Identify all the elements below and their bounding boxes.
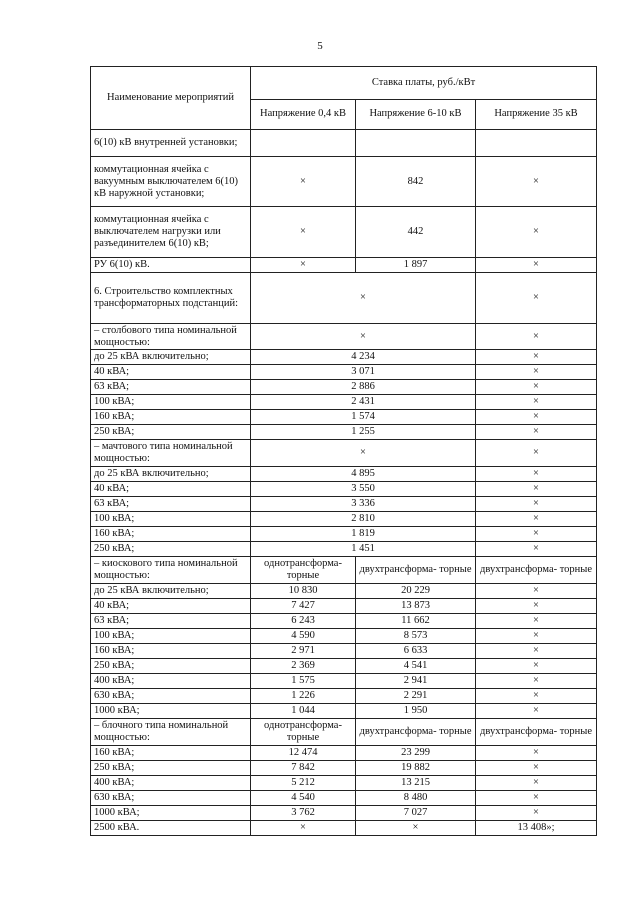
- row-name: 100 кВА;: [91, 629, 251, 644]
- rate-cell-35kv: ×: [476, 497, 597, 512]
- row-name: 400 кВА;: [91, 776, 251, 791]
- rate-cell-6-10kv: двухтрансформа- торные: [356, 719, 476, 746]
- table-row: [91, 674, 597, 689]
- rate-cell-35kv: ×: [476, 157, 597, 207]
- tariff-table: [90, 66, 597, 836]
- rate-cell-35kv: ×: [476, 746, 597, 761]
- row-name: 250 кВА;: [91, 425, 251, 440]
- rate-cell-6-10kv: 23 299: [356, 746, 476, 761]
- row-name: 1000 кВА;: [91, 704, 251, 719]
- row-name: – блочного типа номинальной мощностью:: [91, 719, 251, 746]
- table-body: [91, 130, 597, 836]
- rate-cell-6-10kv: 2 941: [356, 674, 476, 689]
- rate-cell-35kv: ×: [476, 350, 597, 365]
- rate-cell-6-10kv: двухтрансформа- торные: [356, 557, 476, 584]
- table-row: [91, 719, 597, 746]
- rate-cell-6-10kv: 6 633: [356, 644, 476, 659]
- rate-cell-0-4kv: 1 044: [251, 704, 356, 719]
- table-row: [91, 425, 597, 440]
- rate-cell-merged: 4 234: [251, 350, 476, 365]
- rate-cell-0-4kv: 3 762: [251, 806, 356, 821]
- rate-cell-35kv: двухтрансформа- торные: [476, 719, 597, 746]
- rate-cell-merged: ×: [251, 273, 476, 324]
- table-row: [91, 629, 597, 644]
- rate-cell-6-10kv: 20 229: [356, 584, 476, 599]
- column-header-voltage-35: Напряжение 35 кВ: [476, 99, 597, 129]
- rate-cell-0-4kv: однотрансформа- торные: [251, 557, 356, 584]
- row-name: 160 кВА;: [91, 746, 251, 761]
- row-name: 40 кВА;: [91, 482, 251, 497]
- row-name: – мачтового типа номинальной мощностью:: [91, 440, 251, 467]
- rate-cell-merged: 2 886: [251, 380, 476, 395]
- rate-cell-35kv: ×: [476, 689, 597, 704]
- row-name: 6(10) кВ внутренней установки;: [91, 130, 251, 157]
- rate-cell-35kv: ×: [476, 258, 597, 273]
- row-name: коммутационная ячейка с выключателем нагрузки или разъединителем 6(10) кВ;: [91, 207, 251, 258]
- table-row: [91, 746, 597, 761]
- row-name: 1000 кВА;: [91, 806, 251, 821]
- rate-cell-6-10kv: 442: [356, 207, 476, 258]
- rate-cell-0-4kv: 1 226: [251, 689, 356, 704]
- rate-cell-6-10kv: 842: [356, 157, 476, 207]
- table-row: [91, 157, 597, 207]
- table-row: [91, 527, 597, 542]
- table-row: [91, 350, 597, 365]
- rate-cell-0-4kv: ×: [251, 821, 356, 836]
- row-name: до 25 кВА включительно;: [91, 467, 251, 482]
- rate-cell-0-4kv: 12 474: [251, 746, 356, 761]
- rate-cell-35kv: ×: [476, 395, 597, 410]
- rate-cell-35kv: ×: [476, 806, 597, 821]
- rate-cell-merged: ×: [251, 440, 476, 467]
- table-row: [91, 497, 597, 512]
- table-row: [91, 512, 597, 527]
- row-name: 63 кВА;: [91, 380, 251, 395]
- table-row: [91, 806, 597, 821]
- rate-cell-6-10kv: 13 215: [356, 776, 476, 791]
- rate-cell-0-4kv: ×: [251, 258, 356, 273]
- rate-cell-6-10kv: 7 027: [356, 806, 476, 821]
- rate-cell-0-4kv: 7 427: [251, 599, 356, 614]
- row-name: 630 кВА;: [91, 791, 251, 806]
- rate-cell-merged: 3 550: [251, 482, 476, 497]
- rate-cell-0-4kv: 2 971: [251, 644, 356, 659]
- table-row: [91, 659, 597, 674]
- rate-cell-merged: 2 810: [251, 512, 476, 527]
- rate-cell-0-4kv: однотрансформа- торные: [251, 719, 356, 746]
- rate-cell-35kv: ×: [476, 629, 597, 644]
- rate-cell-0-4kv: 10 830: [251, 584, 356, 599]
- table-row: [91, 689, 597, 704]
- rate-cell-35kv: ×: [476, 440, 597, 467]
- rate-cell-6-10kv: 4 541: [356, 659, 476, 674]
- rate-cell-0-4kv: 6 243: [251, 614, 356, 629]
- row-name: 40 кВА;: [91, 365, 251, 380]
- table-row: [91, 467, 597, 482]
- table-row: [91, 130, 597, 157]
- row-name: 400 кВА;: [91, 674, 251, 689]
- rate-cell-merged: 1 574: [251, 410, 476, 425]
- rate-cell-0-4kv: ×: [251, 157, 356, 207]
- row-name: 630 кВА;: [91, 689, 251, 704]
- rate-cell-35kv: ×: [476, 425, 597, 440]
- rate-cell-6-10kv: 8 573: [356, 629, 476, 644]
- table-row: [91, 207, 597, 258]
- table-row: [91, 440, 597, 467]
- table-row: [91, 557, 597, 584]
- column-header-rate: Ставка платы, руб./кВт: [251, 67, 597, 100]
- rate-cell-merged: 1 255: [251, 425, 476, 440]
- rate-cell-35kv: ×: [476, 365, 597, 380]
- table-row: [91, 482, 597, 497]
- rate-cell-35kv: ×: [476, 761, 597, 776]
- rate-cell-35kv: ×: [476, 482, 597, 497]
- row-name: 250 кВА;: [91, 542, 251, 557]
- table-row: [91, 614, 597, 629]
- rate-cell-merged: ×: [251, 324, 476, 350]
- row-name: 100 кВА;: [91, 395, 251, 410]
- rate-cell-35kv: ×: [476, 644, 597, 659]
- rate-cell-0-4kv: 7 842: [251, 761, 356, 776]
- rate-cell-35kv: ×: [476, 599, 597, 614]
- table-row: [91, 410, 597, 425]
- row-name: – киоскового типа номинальной мощностью:: [91, 557, 251, 584]
- row-name: РУ 6(10) кВ.: [91, 258, 251, 273]
- rate-cell-35kv: ×: [476, 659, 597, 674]
- rate-cell-0-4kv: 4 590: [251, 629, 356, 644]
- rate-cell-0-4kv: ×: [251, 207, 356, 258]
- row-name: – столбового типа номинальной мощностью:: [91, 324, 251, 350]
- row-name: коммутационная ячейка с вакуумным выключателем 6(10) кВ наружной установки;: [91, 157, 251, 207]
- table-row: [91, 761, 597, 776]
- table-row: [91, 584, 597, 599]
- rate-cell-6-10kv: ×: [356, 821, 476, 836]
- table-row: [91, 791, 597, 806]
- table-row: [91, 380, 597, 395]
- rate-cell-merged: 2 431: [251, 395, 476, 410]
- table-row: [91, 821, 597, 836]
- rate-cell-merged: 3 336: [251, 497, 476, 512]
- rate-cell-35kv: ×: [476, 704, 597, 719]
- rate-cell-35kv: ×: [476, 324, 597, 350]
- table-row: [91, 644, 597, 659]
- rate-cell-0-4kv: 4 540: [251, 791, 356, 806]
- rate-cell-35kv: ×: [476, 273, 597, 324]
- rate-cell-6-10kv: 8 480: [356, 791, 476, 806]
- rate-cell-35kv: ×: [476, 614, 597, 629]
- rate-cell-6-10kv: [356, 130, 476, 157]
- rate-cell-35kv: ×: [476, 527, 597, 542]
- rate-cell-merged: 3 071: [251, 365, 476, 380]
- column-header-name: Наименование мероприятий: [91, 67, 251, 130]
- table-row: [91, 704, 597, 719]
- rate-cell-merged: 1 819: [251, 527, 476, 542]
- rate-cell-0-4kv: [251, 130, 356, 157]
- table-row: [91, 324, 597, 350]
- row-name: 2500 кВА.: [91, 821, 251, 836]
- rate-cell-6-10kv: 19 882: [356, 761, 476, 776]
- rate-cell-6-10kv: 11 662: [356, 614, 476, 629]
- rate-cell-35kv: ×: [476, 467, 597, 482]
- table-row: [91, 599, 597, 614]
- row-name: 6. Строительство комплектных трансформаторных подстанций:: [91, 273, 251, 324]
- table-row: [91, 258, 597, 273]
- rate-cell-35kv: [476, 130, 597, 157]
- row-name: 250 кВА;: [91, 761, 251, 776]
- rate-cell-merged: 1 451: [251, 542, 476, 557]
- row-name: до 25 кВА включительно;: [91, 584, 251, 599]
- row-name: 160 кВА;: [91, 410, 251, 425]
- rate-cell-35kv: 13 408»;: [476, 821, 597, 836]
- rate-cell-0-4kv: 1 575: [251, 674, 356, 689]
- rate-cell-35kv: ×: [476, 380, 597, 395]
- rate-cell-35kv: ×: [476, 542, 597, 557]
- row-name: 63 кВА;: [91, 497, 251, 512]
- rate-cell-6-10kv: 1 950: [356, 704, 476, 719]
- rate-cell-6-10kv: 13 873: [356, 599, 476, 614]
- row-name: 250 кВА;: [91, 659, 251, 674]
- rate-cell-merged: 4 895: [251, 467, 476, 482]
- row-name: 100 кВА;: [91, 512, 251, 527]
- rate-cell-6-10kv: 1 897: [356, 258, 476, 273]
- table-row: [91, 273, 597, 324]
- rate-cell-35kv: ×: [476, 207, 597, 258]
- row-name: 160 кВА;: [91, 527, 251, 542]
- table-row: [91, 776, 597, 791]
- rate-cell-0-4kv: 2 369: [251, 659, 356, 674]
- table-row: [91, 542, 597, 557]
- rate-cell-35kv: ×: [476, 512, 597, 527]
- rate-cell-0-4kv: 5 212: [251, 776, 356, 791]
- row-name: до 25 кВА включительно;: [91, 350, 251, 365]
- row-name: 63 кВА;: [91, 614, 251, 629]
- rate-cell-35kv: ×: [476, 674, 597, 689]
- rate-cell-35kv: ×: [476, 791, 597, 806]
- column-header-voltage-6-10: Напряжение 6-10 кВ: [356, 99, 476, 129]
- rate-cell-35kv: ×: [476, 584, 597, 599]
- column-header-voltage-0-4: Напряжение 0,4 кВ: [251, 99, 356, 129]
- table-row: [91, 365, 597, 380]
- table-row: [91, 395, 597, 410]
- row-name: 40 кВА;: [91, 599, 251, 614]
- rate-cell-35kv: ×: [476, 776, 597, 791]
- rate-cell-35kv: ×: [476, 410, 597, 425]
- rate-cell-35kv: двухтрансформа- торные: [476, 557, 597, 584]
- rate-cell-6-10kv: 2 291: [356, 689, 476, 704]
- page-number: 5: [317, 40, 323, 52]
- row-name: 160 кВА;: [91, 644, 251, 659]
